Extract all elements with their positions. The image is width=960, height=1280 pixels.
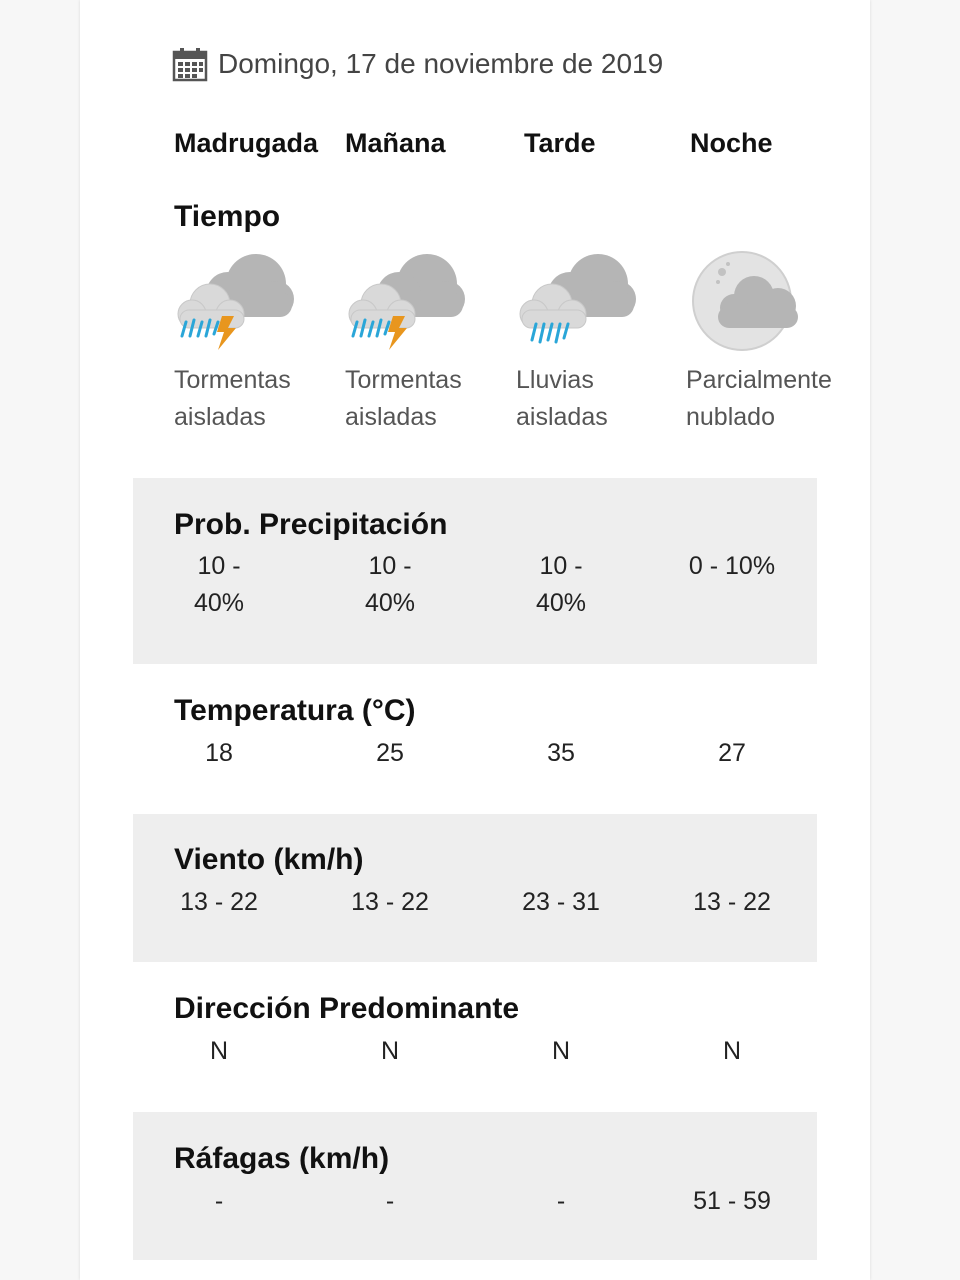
gusts-madrugada: - xyxy=(214,1187,224,1215)
temperature-madrugada: 18 xyxy=(205,739,233,767)
precipitation-noche: 0 - 10% xyxy=(688,552,776,580)
condition-madrugada: Tormentas aisladas xyxy=(174,366,291,431)
direction-madrugada: N xyxy=(209,1037,229,1065)
rain-icon xyxy=(514,244,644,359)
condition-manana: Tormentas aisladas xyxy=(345,366,462,431)
wind-noche: 13 - 22 xyxy=(693,888,771,916)
weather-title: Tiempo xyxy=(174,200,281,233)
precipitation-title: Prob. Precipitación xyxy=(174,508,448,541)
direction-manana: N xyxy=(380,1037,400,1065)
gusts-manana: - xyxy=(385,1187,395,1215)
storm-icon xyxy=(172,244,302,359)
period-tarde: Tarde xyxy=(524,128,596,158)
precipitation-madrugada: 10 - 40% xyxy=(193,552,245,617)
gusts-noche: 51 - 59 xyxy=(693,1187,771,1215)
period-madrugada: Madrugada xyxy=(174,128,319,158)
direction-noche: N xyxy=(722,1037,742,1065)
period-manana: Mañana xyxy=(345,128,446,158)
calendar-icon xyxy=(172,46,208,82)
date-text: Domingo, 17 de noviembre de 2019 xyxy=(218,48,664,79)
precipitation-tarde: 10 - 40% xyxy=(535,552,587,617)
storm-icon xyxy=(343,244,473,359)
temperature-title: Temperatura (°C) xyxy=(174,694,416,727)
date-header xyxy=(172,42,663,86)
condition-noche: Parcialmente nublado xyxy=(686,366,832,431)
wind-madrugada: 13 - 22 xyxy=(180,888,258,916)
wind-manana: 13 - 22 xyxy=(351,888,429,916)
wind-tarde: 23 - 31 xyxy=(522,888,600,916)
gusts-tarde: - xyxy=(556,1187,566,1215)
condition-tarde: Lluvias aisladas xyxy=(516,366,608,431)
temperature-noche: 27 xyxy=(718,739,746,767)
partly-cloudy-night-icon xyxy=(688,244,818,359)
wind-title: Viento (km/h) xyxy=(174,843,364,876)
temperature-manana: 25 xyxy=(376,739,404,767)
period-noche: Noche xyxy=(690,128,773,158)
period-header-row xyxy=(0,128,960,172)
direction-tarde: N xyxy=(551,1037,571,1065)
precipitation-manana: 10 - 40% xyxy=(364,552,416,617)
direction-title: Dirección Predominante xyxy=(174,992,520,1025)
gusts-title: Ráfagas (km/h) xyxy=(174,1142,390,1175)
temperature-tarde: 35 xyxy=(547,739,575,767)
